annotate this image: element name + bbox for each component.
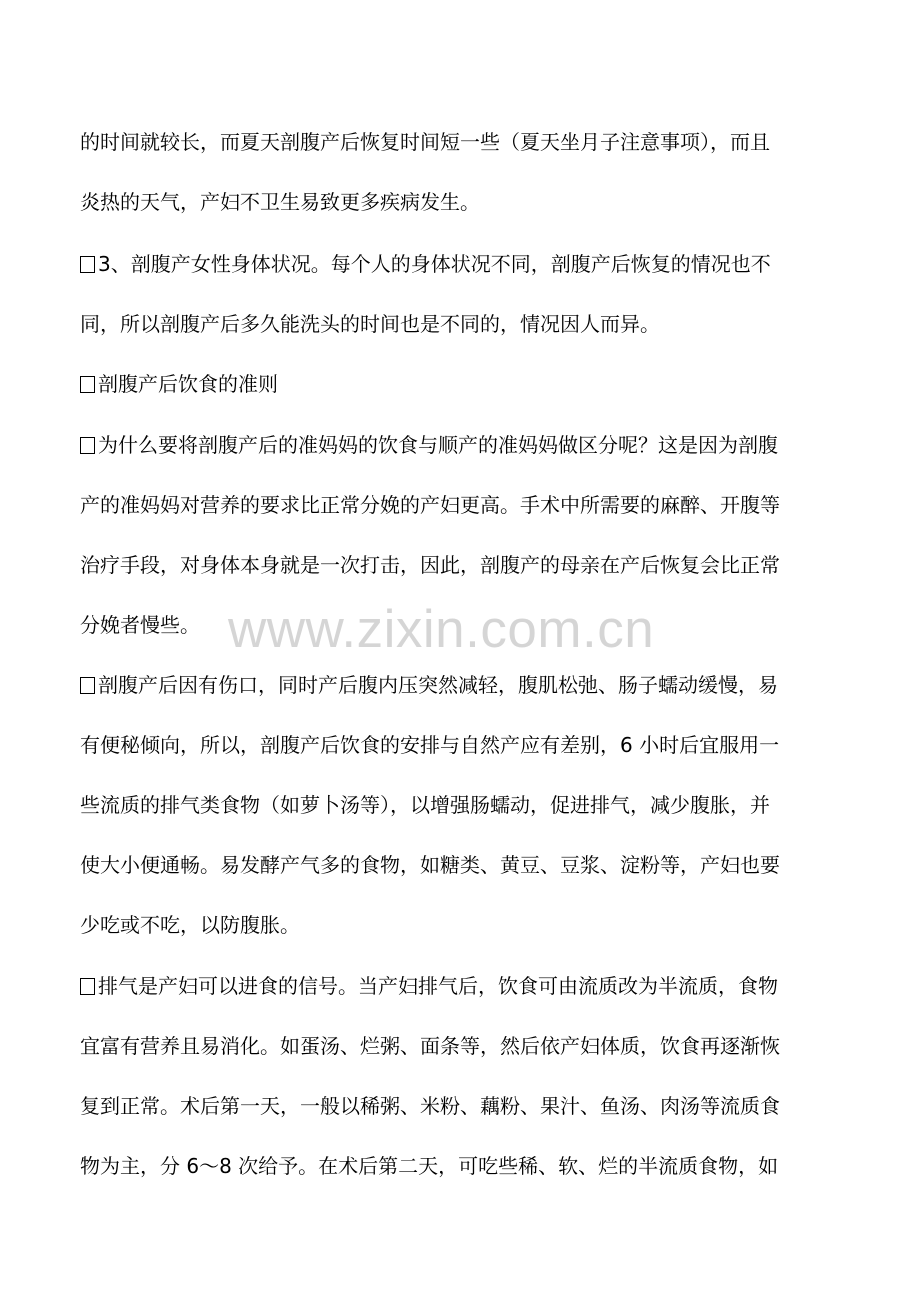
text-line: 使大小便通畅。易发酵产气多的食物，如糖类、黄豆、豆浆、淀粉等，产妇也要 xyxy=(80,853,780,877)
text-line: 物为主，分 6～8 次给予。在术后第二天，可吃些稀、软、烂的半流质食物，如 xyxy=(80,1154,779,1178)
text-line: 剖腹产后因有伤口，同时产后腹内压突然减轻，腹肌松弛、肠子蠕动缓慢，易 xyxy=(98,673,778,697)
heading-text: 剖腹产后饮食的准则 xyxy=(98,372,278,396)
text-line: 的时间就较长，而夏天剖腹产后恢复时间短一些（夏天坐月子注意事项），而且 xyxy=(80,130,770,154)
text-line: 为什么要将剖腹产后的准妈妈的饮食与顺产的准妈妈做区分呢？这是因为剖腹 xyxy=(98,433,778,457)
missing-glyph-box-icon xyxy=(80,677,95,694)
text-line: 3、剖腹产女性身体状况。每个人的身体状况不同，剖腹产后恢复的情况也不 xyxy=(98,252,771,276)
text-line: 有便秘倾向，所以，剖腹产后饮食的安排与自然产应有差别，6 小时后宜服用一 xyxy=(80,733,780,757)
missing-glyph-box-icon xyxy=(80,978,95,995)
text-line: 同，所以剖腹产后多久能洗头的时间也是不同的，情况因人而异。 xyxy=(80,312,660,336)
text-line: 产的准妈妈对营养的要求比正常分娩的产妇更高。手术中所需要的麻醉、开腹等 xyxy=(80,493,780,517)
text-line: 治疗手段，对身体本身就是一次打击，因此，剖腹产的母亲在产后恢复会比正常 xyxy=(80,553,780,577)
watermark: www.zixin.com.cn xyxy=(228,600,655,659)
text-line: 分娩者慢些。 xyxy=(80,613,200,637)
paragraph-line xyxy=(80,250,850,278)
paragraph-line xyxy=(80,972,850,1000)
paragraph-line xyxy=(80,431,850,459)
missing-glyph-box-icon xyxy=(80,376,95,393)
text-line: 排气是产妇可以进食的信号。当产妇排气后，饮食可由流质改为半流质，食物 xyxy=(98,974,778,998)
paragraph-line xyxy=(80,671,850,699)
text-line: 复到正常。术后第一天，一般以稀粥、米粉、藕粉、果汁、鱼汤、肉汤等流质食 xyxy=(80,1094,780,1118)
section-heading xyxy=(80,370,850,398)
missing-glyph-box-icon xyxy=(80,256,95,273)
missing-glyph-box-icon xyxy=(80,437,95,454)
text-line: 炎热的天气，产妇不卫生易致更多疾病发生。 xyxy=(80,190,480,214)
text-line: 宜富有营养且易消化。如蛋汤、烂粥、面条等，然后依产妇体质，饮食再逐渐恢 xyxy=(80,1034,780,1058)
text-line: 些流质的排气类食物（如萝卜汤等），以增强肠蠕动，促进排气，减少腹胀，并 xyxy=(80,793,770,817)
text-line: 少吃或不吃，以防腹胀。 xyxy=(80,913,300,937)
